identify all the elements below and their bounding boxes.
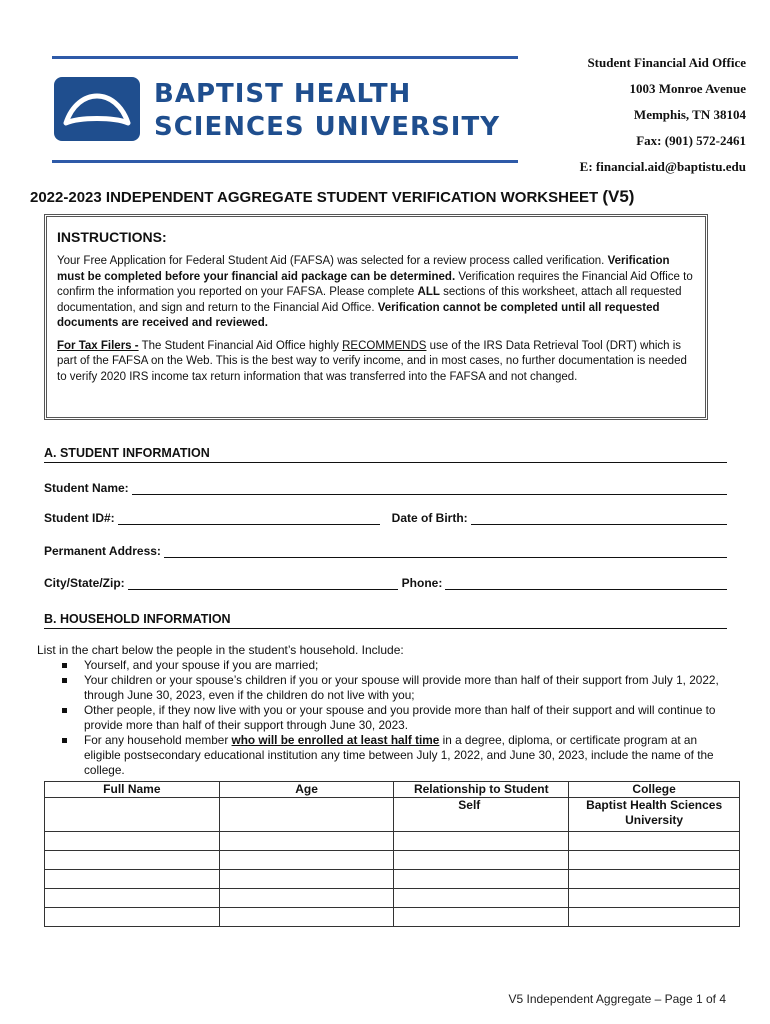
relationship-cell[interactable] — [394, 908, 569, 927]
college-cell[interactable] — [569, 832, 740, 851]
instr-p1-b: Verification must be completed before your financial aid package can be determined. — [57, 255, 670, 283]
office-street: 1003 Monroe Avenue — [629, 81, 746, 96]
name-cell[interactable] — [45, 889, 220, 908]
dob-field[interactable] — [471, 514, 727, 525]
table-header-row — [45, 782, 740, 798]
instr-p1-c: Verification requires the Financial Aid Office to confirm the information you reported on your FAFSA. Please complete — [57, 270, 693, 298]
name-cell[interactable] — [45, 798, 220, 832]
city-state-zip-row — [44, 576, 727, 590]
list-item: Your children or your spouse’s children if you or your spouse will provide more than half of their support from July 1, 2022, through June 30, 2023, even if the children do not live with you; — [60, 673, 728, 703]
age-cell[interactable] — [219, 851, 394, 870]
office-fax: Fax: (901) 572-2461 — [636, 133, 746, 148]
worksheet-version: (V5) — [602, 187, 635, 206]
contact-block — [580, 50, 746, 180]
phone-field[interactable] — [445, 579, 727, 590]
page-footer: V5 Independent Aggregate – Page 1 of 4 — [508, 992, 726, 1006]
section-a-heading: A. STUDENT INFORMATION — [44, 446, 727, 463]
relationship-cell[interactable] — [394, 832, 569, 851]
college-cell[interactable] — [569, 908, 740, 927]
relationship-cell[interactable] — [394, 889, 569, 908]
logo-top-rule — [52, 56, 518, 59]
student-name-row — [44, 481, 727, 495]
table-row — [45, 889, 740, 908]
shield-arch-icon — [54, 77, 140, 141]
bullet-4-a: For any household member — [84, 733, 232, 747]
name-cell[interactable] — [45, 851, 220, 870]
table-row — [45, 870, 740, 889]
instr-p2-b: The Student Financial Aid Office highly — [138, 339, 343, 352]
college-cell[interactable] — [569, 889, 740, 908]
list-item — [60, 733, 728, 778]
age-cell[interactable] — [219, 908, 394, 927]
dob-label: Date of Birth: — [391, 511, 468, 525]
instructions-box — [44, 214, 708, 420]
worksheet-title — [30, 187, 634, 207]
bullet-4-c: in a degree, diploma, or certificate program at an eligible postsecondary educational institution any time between July 1, 2022, and June 30, 2023, include the name of the college. — [84, 733, 714, 777]
logo-wordmark — [154, 78, 500, 144]
logo-line-2: SCIENCES UNIVERSITY — [154, 112, 501, 142]
instr-p2-a: For Tax Filers - — [57, 339, 139, 352]
city-state-zip-field[interactable] — [128, 579, 398, 590]
table-row — [45, 798, 740, 832]
worksheet-title-text: 2022-2023 INDEPENDENT AGGREGATE STUDENT VERIFICATION WORKSHEET — [30, 189, 599, 206]
college-cell — [569, 798, 740, 832]
household-bullet-list — [60, 658, 728, 778]
table-row — [45, 851, 740, 870]
instructions-paragraph-1 — [57, 254, 695, 332]
college-cell[interactable] — [569, 870, 740, 889]
relationship-cell: Self — [394, 798, 569, 832]
address-label: Permanent Address: — [44, 544, 161, 558]
address-field[interactable] — [164, 547, 727, 558]
college-line-1: Baptist Health Sciences — [586, 798, 723, 812]
household-table — [44, 781, 740, 927]
office-name: Student Financial Aid Office — [587, 55, 746, 70]
header-relationship: Relationship to Student — [394, 782, 569, 798]
table-row — [45, 908, 740, 927]
age-cell[interactable] — [219, 832, 394, 851]
instr-p1-a: Your Free Application for Federal Student Aid (FAFSA) was selected for a review process called verification. — [57, 255, 605, 267]
logo-bottom-rule — [52, 160, 518, 163]
student-id-field[interactable] — [118, 514, 380, 525]
student-id-row — [44, 511, 727, 525]
instr-p2-d: use of the IRS Data Retrieval Tool (DRT) which is part of the FAFSA on the Web. This is the best way to verify income, and in most cases, no further documentation is needed to verify 2020 IRS income tax return information that was transferred into the FAFSA and not changed. — [57, 339, 687, 383]
name-cell[interactable] — [45, 870, 220, 889]
table-row — [45, 832, 740, 851]
name-cell[interactable] — [45, 832, 220, 851]
list-item: Yourself, and your spouse if you are married; — [60, 658, 728, 673]
college-line-2: University — [625, 813, 684, 827]
header-age: Age — [219, 782, 394, 798]
age-cell[interactable] — [219, 889, 394, 908]
university-logo — [52, 56, 518, 164]
instr-p1-d: ALL — [417, 286, 440, 298]
address-row — [44, 544, 727, 558]
household-intro: List in the chart below the people in the student’s household. Include: — [37, 643, 404, 657]
age-cell[interactable] — [219, 870, 394, 889]
instr-p1-e: sections of this worksheet, attach all requested documentation, and sign and return to the Financial Aid Office. — [57, 286, 682, 314]
instructions-paragraph-2 — [57, 339, 695, 386]
college-cell[interactable] — [569, 851, 740, 870]
student-id-label: Student ID#: — [44, 511, 115, 525]
office-city: Memphis, TN 38104 — [633, 107, 746, 122]
instructions-heading: INSTRUCTIONS: — [57, 229, 167, 245]
logo-line-1: BAPTIST HEALTH — [154, 79, 412, 109]
student-name-field[interactable] — [132, 484, 727, 495]
office-email: E: financial.aid@baptistu.edu — [579, 159, 746, 174]
header-full-name: Full Name — [45, 782, 220, 798]
relationship-cell[interactable] — [394, 851, 569, 870]
student-name-label: Student Name: — [44, 481, 129, 495]
list-item: Other people, if they now live with you or your spouse and you provide more than half of their support and will continue to provide more than half of their support through June 30, 2023. — [60, 703, 728, 733]
instr-p2-c: RECOMMENDS — [342, 339, 427, 352]
city-state-zip-label: City/State/Zip: — [44, 576, 125, 590]
header-college: College — [569, 782, 740, 798]
bullet-4-b: who will be enrolled at least half time — [231, 733, 440, 747]
section-b-heading: B. HOUSEHOLD INFORMATION — [44, 612, 727, 629]
relationship-cell[interactable] — [394, 870, 569, 889]
age-cell[interactable] — [219, 798, 394, 832]
instr-p1-f: Verification cannot be completed until all requested documents are received and reviewed. — [57, 301, 660, 329]
name-cell[interactable] — [45, 908, 220, 927]
phone-label: Phone: — [401, 576, 443, 590]
